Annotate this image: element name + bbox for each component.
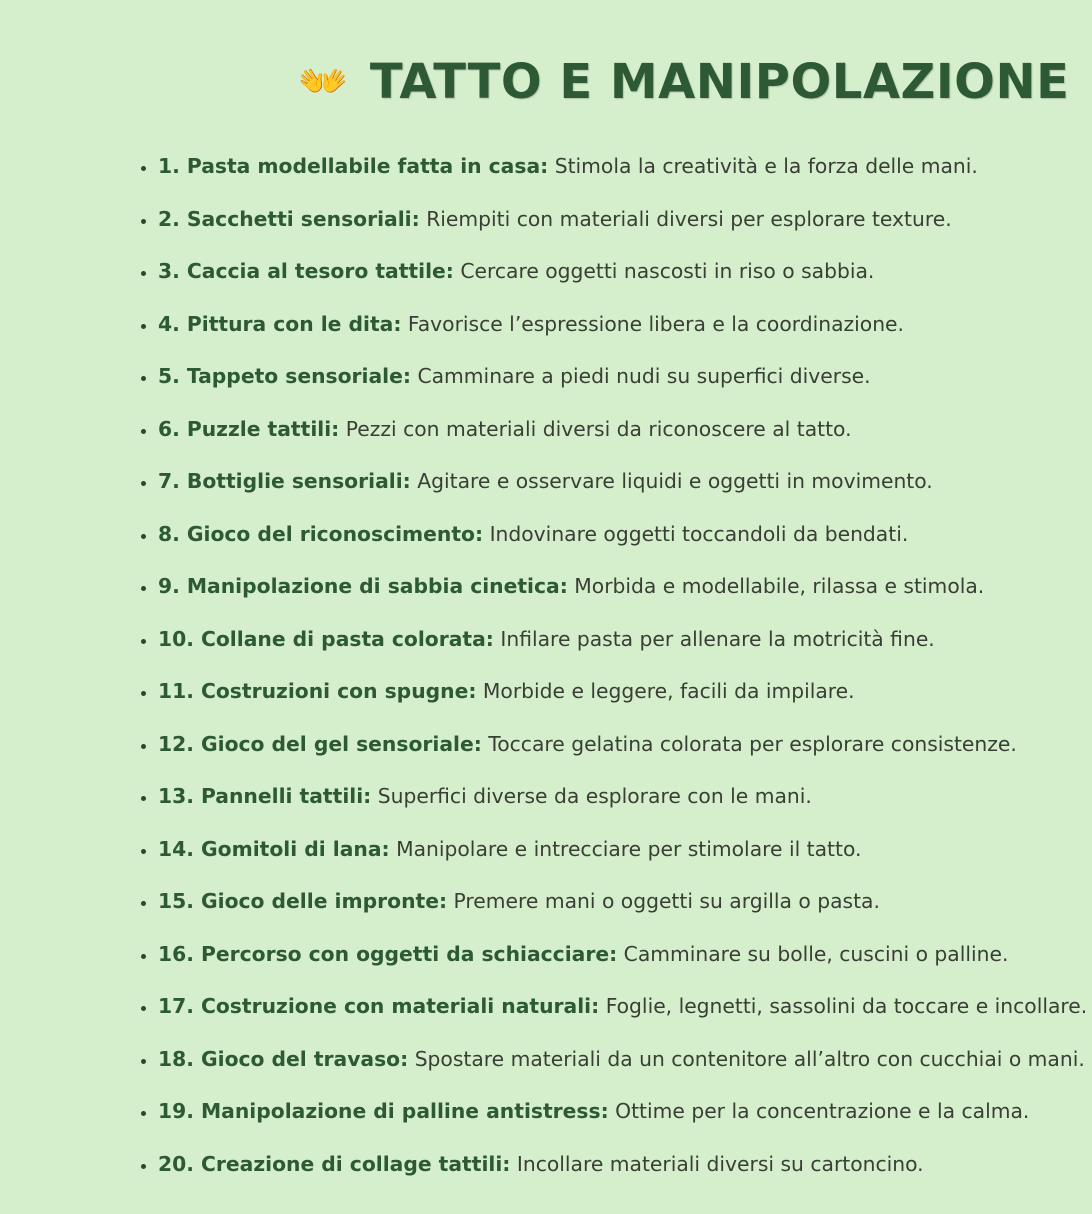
item-title: 17. Costruzione con materiali naturali:: [158, 994, 600, 1018]
list-item: [158, 350, 1087, 403]
item-title: 6. Puzzle tattili:: [158, 416, 340, 441]
list-item: [158, 718, 1087, 771]
item-title: 3. Caccia al tesoro tattile:: [158, 259, 454, 283]
item-description: Camminare a piedi nudi su superfici diverse.: [417, 364, 871, 388]
item-title: 5. Tappeto sensoriale:: [158, 364, 411, 388]
item-title: 10. Collane di pasta colorata:: [158, 626, 494, 651]
item-description: Ottime per la concentrazione e la calma.: [615, 1099, 1030, 1123]
list-item: [158, 193, 1087, 246]
item-title: 9. Manipolazione di sabbia cinetica:: [158, 574, 568, 598]
item-description: Infilare pasta per allenare la motricità fine.: [500, 626, 935, 651]
item-title: 12. Gioco del gel sensoriale:: [158, 731, 482, 756]
activity-list: [0, 140, 1087, 1190]
list-item: [158, 665, 1087, 718]
list-item: [158, 1085, 1087, 1138]
item-title: 4. Pittura con le dita:: [158, 311, 402, 336]
item-description: Morbida e modellabile, rilassa e stimola.: [574, 574, 985, 598]
item-title: 8. Gioco del riconoscimento:: [158, 521, 484, 546]
list-item: [158, 823, 1087, 876]
list-item: [158, 875, 1087, 928]
item-description: Premere mani o oggetti su argilla o pasta.: [453, 889, 880, 913]
item-title: 16. Percorso con oggetti da schiacciare:: [158, 941, 618, 966]
item-description: Riempiti con materiali diversi per esplorare texture.: [426, 206, 952, 231]
list-item: [158, 508, 1087, 561]
page-header: [298, 50, 1069, 114]
list-item: [158, 560, 1087, 613]
item-title: 19. Manipolazione di palline antistress:: [158, 1099, 609, 1123]
list-item: [158, 403, 1087, 456]
item-description: Stimola la creatività e la forza delle mani.: [554, 154, 978, 178]
item-title: 13. Pannelli tattili:: [158, 784, 372, 808]
list-item: [158, 1033, 1087, 1086]
item-title: 2. Sacchetti sensoriali:: [158, 206, 420, 231]
list-item: [158, 298, 1087, 351]
item-title: 15. Gioco delle impronte:: [158, 889, 448, 913]
item-description: Morbide e leggere, facili da impilare.: [482, 679, 855, 703]
list-item: [158, 1138, 1087, 1191]
item-description: Cercare oggetti nascosti in riso o sabbia.: [460, 259, 875, 283]
list-item: [158, 928, 1087, 981]
item-description: Superfici diverse da esplorare con le mani.: [377, 784, 812, 808]
item-description: Agitare e osservare liquidi e oggetti in movimento.: [417, 469, 933, 493]
item-description: Foglie, legnetti, sassolini da toccare e incollare.: [605, 994, 1088, 1018]
item-title: 20. Creazione di collage tattili:: [158, 1151, 511, 1176]
item-description: Manipolare e intrecciare per stimolare il tatto.: [396, 836, 862, 861]
item-description: Camminare su bolle, cuscini o palline.: [623, 941, 1009, 966]
page-title: TATTO E MANIPOLAZIONE: [369, 54, 1070, 110]
list-item: [158, 140, 1087, 193]
item-description: Indovinare oggetti toccandoli da bendati.: [489, 521, 909, 546]
list-item: [158, 455, 1087, 508]
item-description: Pezzi con materiali diversi da riconoscere al tatto.: [345, 416, 852, 441]
item-title: 11. Costruzioni con spugne:: [158, 679, 477, 703]
list-item: [158, 980, 1087, 1033]
item-title: 14. Gomitoli di lana:: [158, 836, 390, 861]
item-description: Toccare gelatina colorata per esplorare consistenze.: [488, 731, 1017, 756]
open-hands-icon: 👐: [298, 59, 348, 105]
item-description: Incollare materiali diversi su cartoncino.: [516, 1151, 924, 1176]
item-description: Spostare materiali da un contenitore all’altro con cucchiai o mani.: [414, 1046, 1085, 1071]
list-item: [158, 245, 1087, 298]
item-title: 18. Gioco del travaso:: [158, 1046, 409, 1071]
list-item: [158, 613, 1087, 666]
item-title: 1. Pasta modellabile fatta in casa:: [158, 154, 549, 178]
item-description: Favorisce l’espressione libera e la coordinazione.: [407, 311, 904, 336]
list-item: [158, 770, 1087, 823]
item-title: 7. Bottiglie sensoriali:: [158, 469, 411, 493]
